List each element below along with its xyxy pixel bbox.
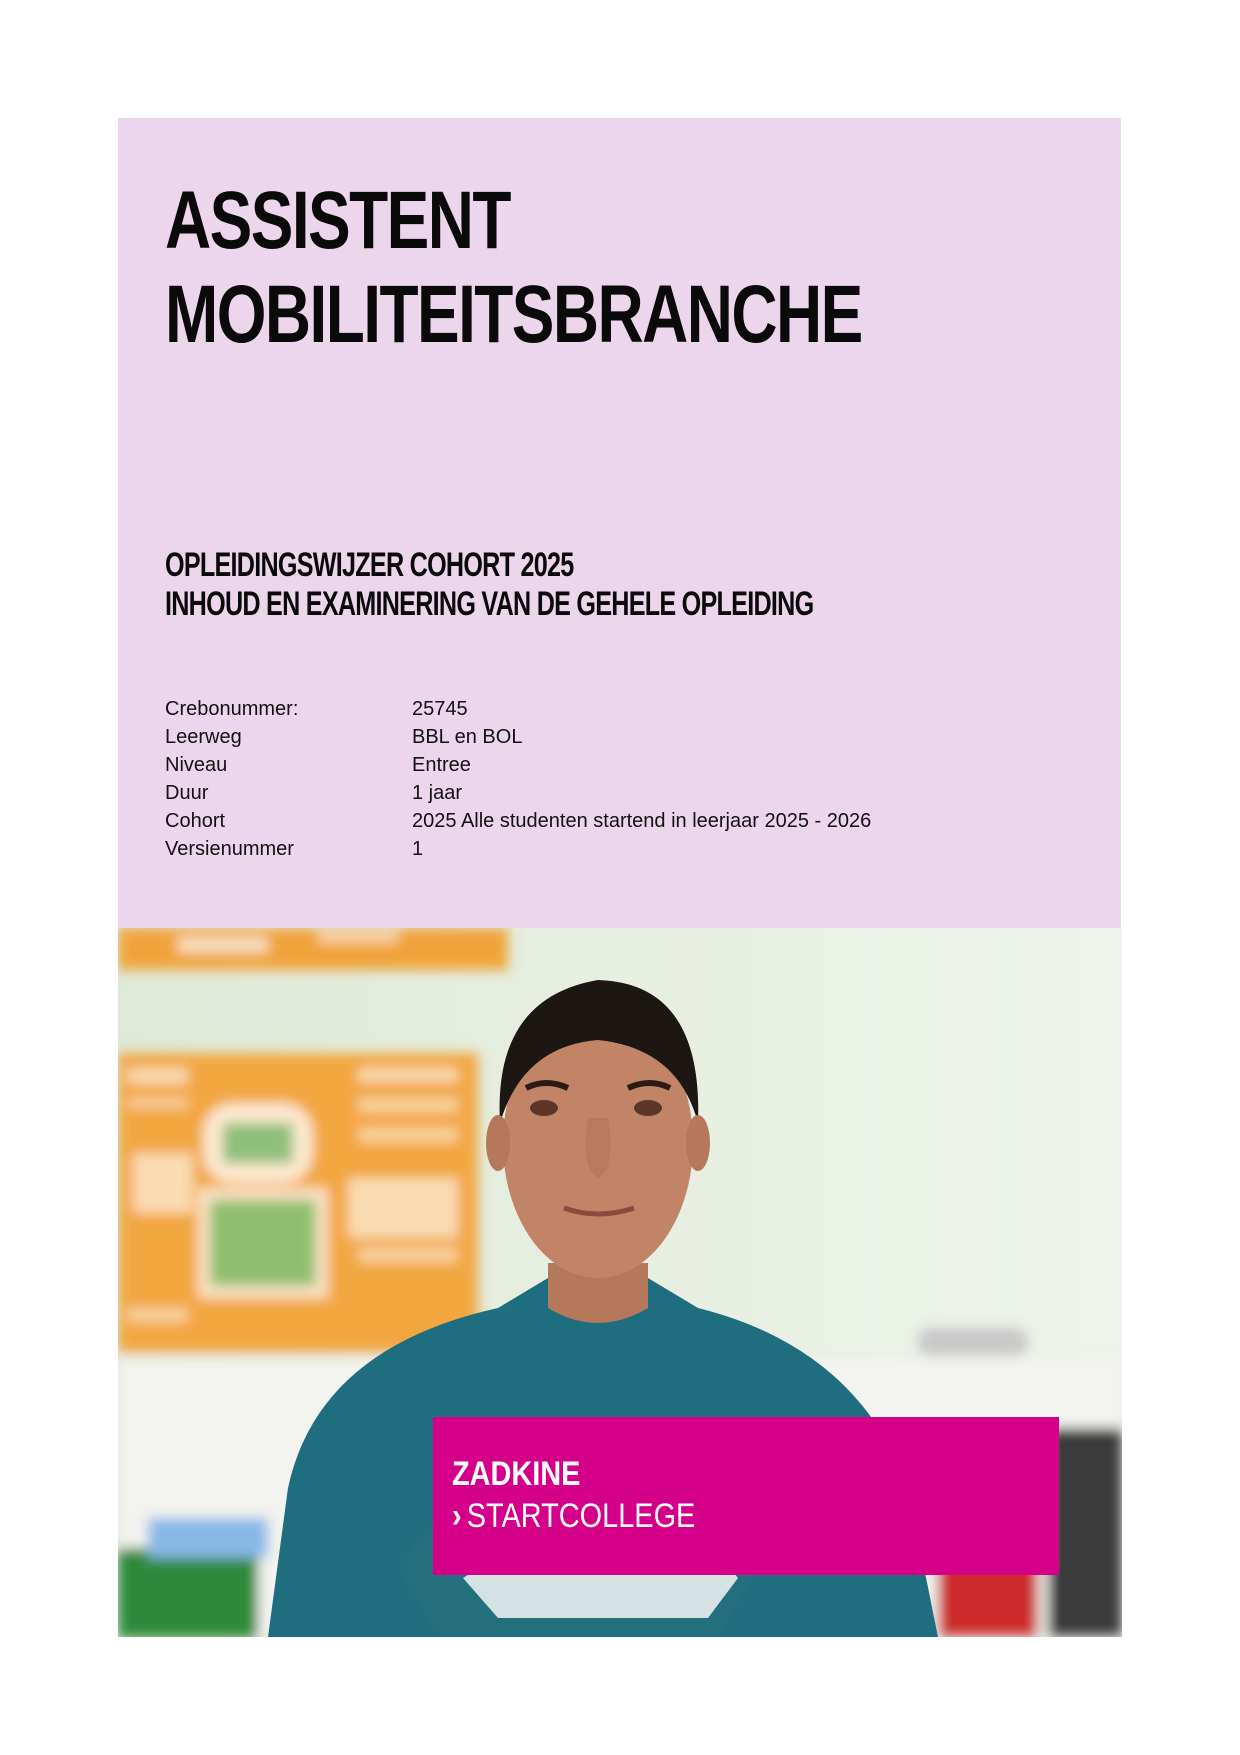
detail-label: Crebonummer: xyxy=(165,698,299,720)
details-row xyxy=(165,698,871,726)
logo-line-zadkine: ZADKINE xyxy=(452,1455,581,1493)
details-row xyxy=(165,754,871,782)
details-row xyxy=(165,726,871,754)
detail-label: Cohort xyxy=(165,810,226,832)
detail-label: Duur xyxy=(165,782,209,804)
detail-label: Leerweg xyxy=(165,726,242,748)
details-row xyxy=(165,838,871,866)
details-row xyxy=(165,782,871,810)
detail-value: 2025 Alle studenten startend in leerjaar 2025 - 2026 xyxy=(412,810,872,832)
detail-value: BBL en BOL xyxy=(412,726,523,748)
cover-panel xyxy=(118,118,1121,928)
subtitle-line-2: INHOUD EN EXAMINERING VAN DE GEHELE OPLEIDING xyxy=(165,585,814,623)
document-subtitle xyxy=(165,546,813,624)
details-row xyxy=(165,810,871,838)
detail-value: 25745 xyxy=(412,698,468,720)
subtitle-line-1: OPLEIDINGSWIJZER COHORT 2025 xyxy=(165,546,574,584)
title-line-1: ASSISTENT xyxy=(165,175,510,266)
detail-value: 1 xyxy=(412,838,424,860)
detail-label: Niveau xyxy=(165,754,228,776)
detail-value: Entree xyxy=(412,754,471,776)
chevron-right-icon: › xyxy=(452,1497,462,1535)
document-title xyxy=(165,174,862,362)
details-table xyxy=(165,698,871,866)
title-line-2: MOBILITEITSBRANCHE xyxy=(165,269,862,360)
detail-value: 1 jaar xyxy=(412,782,463,804)
logo-startcollege-text: STARTCOLLEGE xyxy=(466,1497,696,1535)
logo-line-startcollege xyxy=(452,1497,695,1536)
detail-label: Versienummer xyxy=(165,838,294,860)
zadkine-startcollege-logo xyxy=(433,1417,1059,1575)
